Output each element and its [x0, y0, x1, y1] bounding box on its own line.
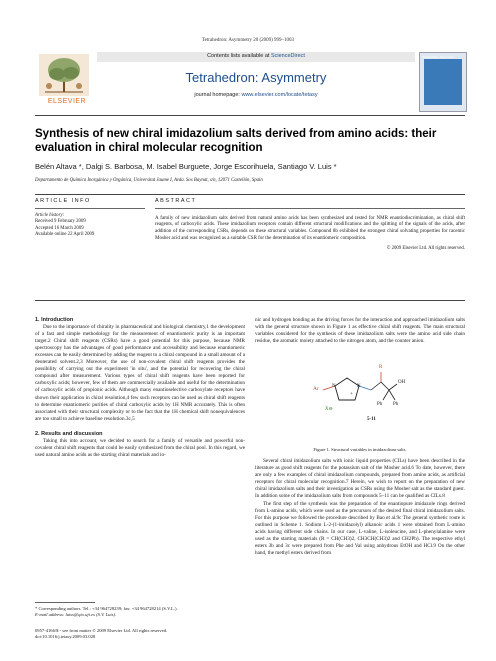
publisher-name: ELSEVIER: [47, 98, 87, 105]
journal-title: Tetrahedron: Asymmetry: [185, 70, 327, 85]
body-paragraph: The first step of the synthesis was the preparation of the enantiopure imidazole rings derived from L-amino acids, which were used as the precursors of the desired final chiral imidazolium salts. For this purpose we followed the procedure described by Bao et al.9c The general synthetic route is outlined in Scheme 1. Sodium L-2-(1-imidazolyl) alkanoic acids 1 were obtained from L-amino acids having different side chains. In our case, L-valine, L-isoleucine, and L-phenylalanine were used as the starting materials (R = CH(CH3)2, CH3CH(CH3)2 and CH2Ph). The respective ethyl esters 3b and 3c were prepared from Phe and Val using anhydrous EtOH and HCl.9 On the other hand, the methyl esters derived from: [255, 500, 465, 556]
journal-cover-image: Tetrahedron: Asymmetry: [419, 52, 467, 112]
doi-link[interactable]: doi:10.1016/j.tetasy.2009.03.028: [35, 634, 96, 639]
accepted-date: Accepted 16 March 2009: [35, 225, 84, 231]
figure-caption: Figure 1. Structural variables in imidazolium salts.: [313, 447, 407, 453]
article-title: Synthesis of new chiral imidazolium salts derived from amino acids: their evaluation in chiral molecular recognition: [35, 128, 437, 154]
left-column: [35, 317, 245, 459]
phenyl-label-2: Ph: [393, 402, 399, 408]
issn-doi: 0957-4166/$ - see front matter © 2009 Elsevier Ltd. All rights reserved. doi:10.1016/j.tetasy.2009.03.028: [35, 628, 295, 640]
corresponding-author-footnote: * Corresponding authors. Tel.: +34 964728239; fax: +34 964728214 (S.V.L.). E-mail address: luiss@qio.uji.es (S.V. Luis).: [35, 606, 245, 618]
journal-masthead: [35, 52, 465, 110]
results-heading: 2. Results and discussion: [35, 430, 103, 437]
sciencedirect-link[interactable]: ScienceDirect: [270, 53, 305, 59]
copyright: © 2009 Elsevier Ltd. All rights reserved.: [386, 246, 465, 252]
author-list: Belén Altava *, Dalgi S. Barbosa, M. Isabel Burguete, Jorge Escorihuela, Santiago V. Luis *: [35, 162, 337, 171]
aryl-label: Ar: [313, 386, 319, 393]
introduction-heading: 1. Introduction: [35, 317, 74, 323]
abstract: [155, 198, 465, 251]
body-paragraph: nic and hydrogen bonding as the driving forces for the interaction and approached imidazolium salts with the general structure shown in Figure 1 as effective chiral shift reagents. The main structural variables considered for the synthesis of these imidazolium salts were the amino acid side chain residue, the aromatic moiety attached to the nitrogen atom, and the counter anion.: [255, 317, 465, 345]
abstract-text: A family of new imidazolium salts derived from natural amino acids has been synthesized and tested for NMR enantiodiscrimination, as chiral shift reagents, of carboxylic acids. These imidazolium receptors contain different structural modifications and the splitting of the signals of the acids, after addition of the corresponding CSRs, depends on these structural variables. Compound 8b exhibited the strongest chiral solvating properties for racemic Mosher acid and was recognized as a suitable CSR for the determination of its enantiomeric composition.: [155, 215, 465, 241]
figure-1-structure: [255, 348, 465, 442]
footnote-divider: [35, 602, 95, 603]
header-divider: [35, 115, 465, 116]
body-paragraph: Several chiral imidazolium salts with ionic liquid properties (CILs) have been described in the literature as good shift reagents for the potassium salt of the Mosher acid.6 To date, however, there are only a few examples of chiral imidazolium compounds, prepared from amino acids, as artificial receptors for chiral molecular recognition.7 Herein, we wish to report on the preparation of new chiral imidazolium salts and their investigation as CSRs using the Mosher salt as the standard guest. In addition some of the imidazolium salts from compounds 5–11 can be qualified as CILs.8: [255, 458, 465, 500]
results-paragraph: Taking this into account, we decided to search for a family of versatile and powerful non-covalent chiral shift reagents that could be easily synthesized from the chiral pool. In this regard, we used natural amino acids as the starting chiral materials and io-: [35, 437, 245, 458]
online-date: Available online 22 April 2009: [35, 232, 95, 238]
article-info-heading: ARTICLE INFO: [35, 198, 91, 204]
homepage-line: journal homepage: www.elsevier.com/locate/tetasy: [194, 92, 318, 98]
phenyl-label-1: Ph: [377, 402, 383, 408]
received-date: Received 9 February 2009: [35, 219, 86, 225]
homepage-link[interactable]: www.elsevier.com/locate/tetasy: [241, 92, 318, 98]
abstract-heading: ABSTRACT: [155, 198, 197, 204]
abstract-divider: [35, 300, 465, 301]
right-column: [255, 317, 465, 557]
history-label: Article history:: [35, 212, 65, 218]
plus-charge: +: [350, 392, 353, 398]
info-divider: [35, 194, 465, 195]
intro-paragraph: Due to the importance of chirality in pharmaceutical and biological chemistry,1 the development of a fast and simple methodology for the measurement of enantiomeric purity is an important target.2 Chiral shift reagents (CSRs) have a good potential for this purpose, because NMR spectroscopy has the advantages of good performance and accessibility and because enantiomeric excesses can be easily determined by adding the reagent to a chiral compound in a small amount of a deuterated solvent.2,3 Moreover, the use of non-covalent chiral shift reagents provides the possibility of carrying out the experiment 'in situ', and the potential for recovering the chiral compound after measurement. Various types of chiral shift reagents have been reported for carboxylic acids; however, few of them are commercially available and useful for the determination of carboxylic acids of propionic acids. Although many enantioselective carboxylate receptors have shown their application in chiral resolution,4 few such receptors can be used as chiral shift reagents to determine enantiomeric purities of chiral carboxylic acids by 1H NMR accurately. This is often associated with their structural complexity or to the fact that the 1H chemical shift nonequivalences are too small to achieve baseline resolution.3c,5: [35, 324, 245, 422]
article-info: [35, 198, 145, 239]
affiliation: Departamento de Química Inorgánica y Orgánica, Universitat Jaume I, Avda. Sos Baynat, s/n, 12071 Castellón, Spain: [35, 178, 263, 183]
author-email[interactable]: E-mail address: luiss@qio.uji.es (S.V. Luis).: [35, 612, 117, 617]
running-head: Tetrahedron: Asymmetry 20 (2009) 999–1003: [201, 38, 295, 43]
counter-anion-label: X⊖: [325, 407, 333, 413]
compound-number: 5-11: [367, 417, 376, 423]
nitrogen-label-1: N: [332, 384, 336, 390]
r-group-label: R: [379, 365, 383, 371]
nitrogen-label-2: N: [357, 384, 361, 390]
hydroxyl-label: OH: [398, 380, 406, 386]
contents-line: Contents lists available at ScienceDirect: [207, 53, 305, 59]
